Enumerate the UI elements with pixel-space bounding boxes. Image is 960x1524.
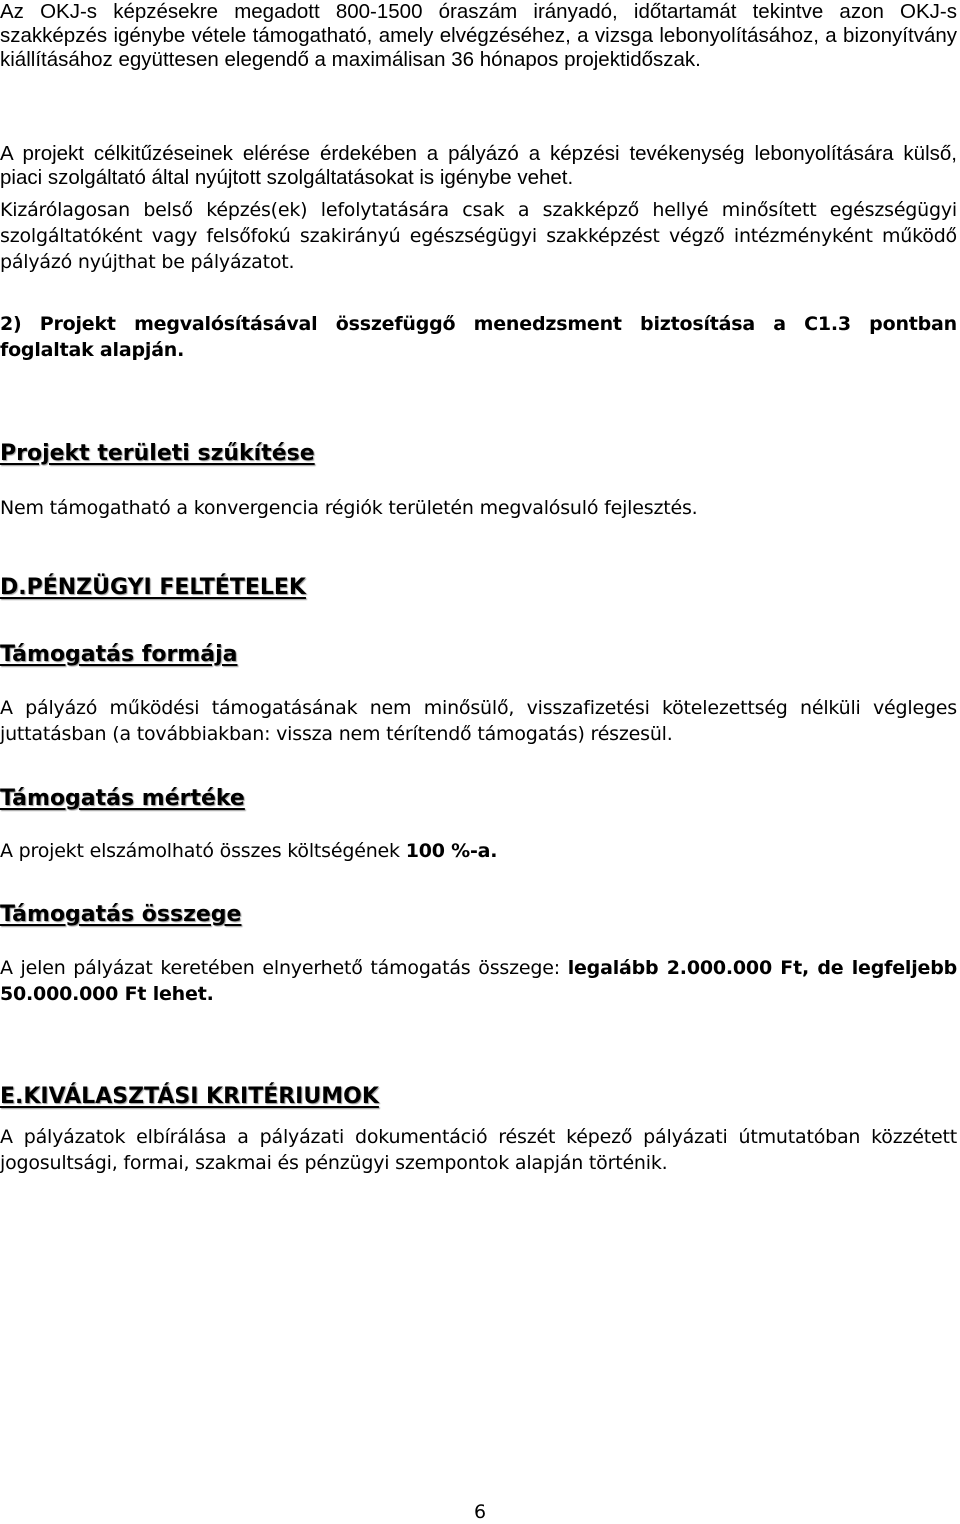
support-rate-heading: Támogatás mértéke bbox=[0, 786, 245, 811]
selection-criteria-text: A pályázatok elbírálása a pályázati dokumentáció részét képező pályázati útmutatóban közzétett jogosultsági, formai, szakmai és pénzügyi szempontok alapján történik. bbox=[0, 1126, 957, 1174]
support-amount-text bbox=[0, 955, 957, 1007]
support-form-text: A pályázó működési támogatásának nem minősülő, visszafizetési kötelezettség nélküli végleges juttatásban (a továbbiakban: vissza nem térítendő támogatás) részesül. bbox=[0, 697, 957, 745]
territorial-heading: Projekt területi szűkítése bbox=[0, 441, 315, 466]
selection-criteria-heading: E.KIVÁLASZTÁSI KRITÉRIUMOK bbox=[0, 1084, 379, 1109]
intro-paragraph: Az OKJ-s képzésekre megadott 800-1500 óraszám irányadó, időtartamát tekintve azon OKJ-s szakképzés igénybe vétele támogatható, amely elvégzéséhez, a vizsga lebonyolításához, a bizonyítvány kiállításához együttesen elegendő a maximálisan 36 hónapos projektidőszak. bbox=[0, 0, 957, 71]
support-amount-text-plain: A jelen pályázat keretében elnyerhető támogatás összege: bbox=[0, 957, 568, 979]
external-services-paragraph: A projekt célkitűzéseinek elérése érdekében a pályázó a képzési tevékenység lebonyolítására külső, piaci szolgáltató által nyújtott szolgáltatásokat is igénybe vehet. bbox=[0, 142, 957, 189]
territorial-text: Nem támogatható a konvergencia régiók területén megvalósuló fejlesztés. bbox=[0, 497, 698, 519]
management-paragraph: 2) Projekt megvalósításával összefüggő menedzsment biztosítása a C1.3 pontban foglaltak alapján. bbox=[0, 313, 957, 361]
page-number: 6 bbox=[473, 1501, 487, 1523]
support-rate-value: 100 %-a. bbox=[405, 840, 498, 862]
support-form-heading: Támogatás formája bbox=[0, 642, 238, 667]
support-amount-value: legalább 2.000.000 Ft, de legfeljebb 50.000.000 Ft lehet. bbox=[0, 957, 958, 1005]
support-rate-text-plain: A projekt elszámolható összes költségének bbox=[0, 840, 406, 862]
financial-conditions-heading: D.PÉNZÜGYI FELTÉTELEK bbox=[0, 575, 306, 600]
support-amount-heading: Támogatás összege bbox=[0, 902, 242, 927]
internal-training-paragraph: Kizárólagosan belső képzés(ek) lefolytatására csak a szakképző hellyé minősített egészségügyi szolgáltatóként vagy felsőfokú szakirányú egészségügyi szakképzést végző intézményként működő pályázó nyújthat be pályázatot. bbox=[0, 199, 957, 273]
support-rate-text bbox=[0, 838, 957, 864]
